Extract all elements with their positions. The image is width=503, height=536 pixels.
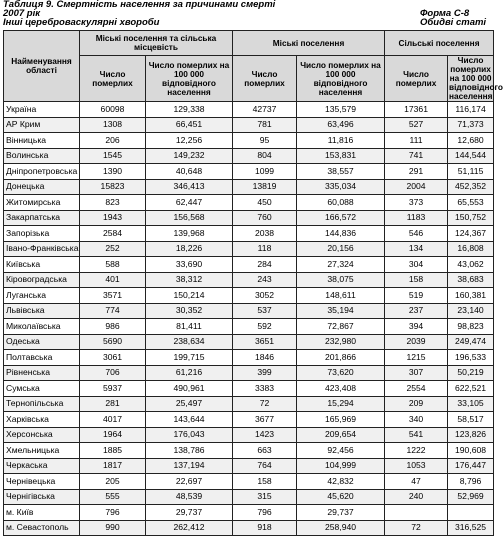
region-name-cell: Харківська [4, 412, 80, 428]
rural-rate-cell: 124,367 [448, 226, 494, 242]
rural-deaths-cell: 209 [385, 396, 448, 412]
table-row [4, 350, 494, 366]
total-rate-cell: 22,697 [146, 474, 233, 490]
rural-rate-cell: 8,796 [448, 474, 494, 490]
total-deaths-cell: 986 [80, 319, 146, 335]
urban-rate-cell: 29,737 [297, 505, 385, 521]
region-name-cell: АР Крим [4, 117, 80, 133]
total-deaths-cell: 401 [80, 272, 146, 288]
total-deaths-cell: 823 [80, 195, 146, 211]
urban-rate-cell: 42,832 [297, 474, 385, 490]
total-rate-cell: 62,447 [146, 195, 233, 211]
total-rate-cell: 176,043 [146, 427, 233, 443]
total-group-header: Міські поселення та сільська місцевість [80, 31, 233, 56]
total-rate-cell: 25,497 [146, 396, 233, 412]
mortality-table [3, 30, 503, 536]
urban-deaths-cell: 1099 [233, 164, 297, 180]
rural-deaths-cell: 240 [385, 489, 448, 505]
total-deaths-cell: 1390 [80, 164, 146, 180]
total-rate-cell: 12,256 [146, 133, 233, 149]
table-body [4, 102, 494, 536]
urban-deaths-cell: 3677 [233, 412, 297, 428]
total-rate-cell: 40,648 [146, 164, 233, 180]
table-row [4, 319, 494, 335]
rural-rate-cell: 116,174 [448, 102, 494, 118]
rural-rate-cell: 50,219 [448, 365, 494, 381]
region-name-cell: Тернопільська [4, 396, 80, 412]
table-row [4, 179, 494, 195]
urban-rate-cell: 60,088 [297, 195, 385, 211]
region-name-cell: Львівська [4, 303, 80, 319]
table-row [4, 117, 494, 133]
region-name-cell: Івано-Франківська [4, 241, 80, 257]
table-row [4, 520, 494, 536]
total-deaths-cell: 4017 [80, 412, 146, 428]
region-name-cell: Запорізька [4, 226, 80, 242]
rural-deaths-cell: 2039 [385, 334, 448, 350]
rural-rate-cell: 123,826 [448, 427, 494, 443]
rural-deaths-cell: 304 [385, 257, 448, 273]
rural-rate-cell: 12,680 [448, 133, 494, 149]
urban-deaths-cell: 3052 [233, 288, 297, 304]
rural-deaths-cell: 158 [385, 272, 448, 288]
rural-rate-cell: 452,352 [448, 179, 494, 195]
report-header [3, 0, 493, 29]
region-name-cell: Вінницька [4, 133, 80, 149]
rural-rate-cell: 190,608 [448, 443, 494, 459]
total-deaths-cell: 1308 [80, 117, 146, 133]
table-row [4, 195, 494, 211]
total-rate-cell: 30,352 [146, 303, 233, 319]
total-rate-cell: 38,312 [146, 272, 233, 288]
total-rate-cell: 81,411 [146, 319, 233, 335]
cause-of-death: Інші цереброваскулярні хвороби [3, 17, 160, 28]
urban-deaths-cell: 118 [233, 241, 297, 257]
rural-rate-cell: 98,823 [448, 319, 494, 335]
urban-rate-cell: 335,034 [297, 179, 385, 195]
urban-deaths-cell: 663 [233, 443, 297, 459]
urban-rate-cell: 232,980 [297, 334, 385, 350]
urban-deaths-cell: 537 [233, 303, 297, 319]
sex-label: Обидві статі [420, 17, 487, 28]
table-row [4, 288, 494, 304]
table-row [4, 443, 494, 459]
urban-deaths-cell: 918 [233, 520, 297, 536]
urban-deaths-header: Число померлих [233, 56, 297, 102]
rural-deaths-cell: 394 [385, 319, 448, 335]
rural-deaths-cell: 17361 [385, 102, 448, 118]
urban-deaths-cell: 760 [233, 210, 297, 226]
rural-rate-header: Число померлих на 100 000 відповідного населення [449, 55, 503, 101]
total-deaths-cell: 281 [80, 396, 146, 412]
region-name-cell: Закарпатська [4, 210, 80, 226]
urban-deaths-cell: 158 [233, 474, 297, 490]
urban-deaths-cell: 315 [233, 489, 297, 505]
rural-deaths-cell: 2004 [385, 179, 448, 195]
total-deaths-cell: 1943 [80, 210, 146, 226]
rural-rate-cell: 43,062 [448, 257, 494, 273]
rural-deaths-cell: 1222 [385, 443, 448, 459]
rural-deaths-cell: 134 [385, 241, 448, 257]
total-rate-cell: 238,634 [146, 334, 233, 350]
urban-rate-cell: 258,940 [297, 520, 385, 536]
rural-rate-cell: 33,105 [448, 396, 494, 412]
urban-rate-cell: 209,654 [297, 427, 385, 443]
urban-rate-cell: 144,836 [297, 226, 385, 242]
rural-rate-cell: 144,544 [448, 148, 494, 164]
total-deaths-cell: 206 [80, 133, 146, 149]
table-row [4, 396, 494, 412]
rural-deaths-cell: 291 [385, 164, 448, 180]
urban-rate-cell: 38,557 [297, 164, 385, 180]
total-rate-cell: 61,216 [146, 365, 233, 381]
rural-rate-cell: 196,533 [448, 350, 494, 366]
region-name-cell: Чернігівська [4, 489, 80, 505]
total-rate-cell: 66,451 [146, 117, 233, 133]
total-rate-cell: 490,961 [146, 381, 233, 397]
region-column-header: Найменування області [4, 31, 80, 102]
region-name-cell: Херсонська [4, 427, 80, 443]
table-row [4, 241, 494, 257]
table-row [4, 334, 494, 350]
region-name-cell: Дніпропетровська [4, 164, 80, 180]
urban-group-header: Міські поселення [233, 31, 385, 56]
rural-rate-cell: 16,808 [448, 241, 494, 257]
total-rate-cell: 346,413 [146, 179, 233, 195]
total-rate-cell: 129,338 [146, 102, 233, 118]
region-name-cell: Черкаська [4, 458, 80, 474]
total-rate-cell: 138,786 [146, 443, 233, 459]
table-row [4, 365, 494, 381]
total-deaths-cell: 3571 [80, 288, 146, 304]
table-row [4, 226, 494, 242]
table-row [4, 381, 494, 397]
table-row [4, 489, 494, 505]
urban-rate-cell: 45,620 [297, 489, 385, 505]
region-name-cell: Україна [4, 102, 80, 118]
urban-rate-cell: 201,866 [297, 350, 385, 366]
form-code: Форма С-8 [420, 8, 470, 19]
total-rate-cell: 18,226 [146, 241, 233, 257]
table-row [4, 272, 494, 288]
rural-deaths-cell: 237 [385, 303, 448, 319]
urban-rate-cell: 11,816 [297, 133, 385, 149]
rural-rate-cell: 249,474 [448, 334, 494, 350]
total-rate-cell: 137,194 [146, 458, 233, 474]
rural-rate-cell: 176,447 [448, 458, 494, 474]
table-row [4, 164, 494, 180]
urban-deaths-cell: 764 [233, 458, 297, 474]
total-rate-cell: 143,644 [146, 412, 233, 428]
table-row [4, 427, 494, 443]
table-row [4, 412, 494, 428]
urban-rate-cell: 92,456 [297, 443, 385, 459]
rural-deaths-cell: 307 [385, 365, 448, 381]
total-rate-cell: 199,715 [146, 350, 233, 366]
urban-rate-cell: 135,579 [297, 102, 385, 118]
rural-deaths-cell: 340 [385, 412, 448, 428]
region-name-cell: Кіровоградська [4, 272, 80, 288]
total-deaths-cell: 5690 [80, 334, 146, 350]
rural-rate-cell: 65,553 [448, 195, 494, 211]
urban-deaths-cell: 1423 [233, 427, 297, 443]
total-deaths-cell: 2584 [80, 226, 146, 242]
total-deaths-cell: 205 [80, 474, 146, 490]
urban-rate-cell: 73,620 [297, 365, 385, 381]
rural-deaths-cell: 2554 [385, 381, 448, 397]
total-rate-cell: 262,412 [146, 520, 233, 536]
total-rate-cell: 48,539 [146, 489, 233, 505]
region-name-cell: Донецька [4, 179, 80, 195]
rural-deaths-cell: 527 [385, 117, 448, 133]
total-deaths-cell: 60098 [80, 102, 146, 118]
table-row [4, 102, 494, 118]
urban-rate-cell: 165,969 [297, 412, 385, 428]
rural-rate-cell [448, 505, 494, 521]
urban-deaths-cell: 42737 [233, 102, 297, 118]
total-rate-cell: 149,232 [146, 148, 233, 164]
urban-rate-cell: 104,999 [297, 458, 385, 474]
table-row [4, 458, 494, 474]
rural-rate-cell: 52,969 [448, 489, 494, 505]
urban-deaths-cell: 450 [233, 195, 297, 211]
region-name-cell: Одеська [4, 334, 80, 350]
urban-rate-cell: 27,324 [297, 257, 385, 273]
urban-deaths-cell: 243 [233, 272, 297, 288]
urban-deaths-cell: 3651 [233, 334, 297, 350]
total-deaths-cell: 706 [80, 365, 146, 381]
region-name-cell: Сумська [4, 381, 80, 397]
total-deaths-cell: 3061 [80, 350, 146, 366]
urban-rate-cell: 148,611 [297, 288, 385, 304]
total-deaths-cell: 796 [80, 505, 146, 521]
total-deaths-cell: 1885 [80, 443, 146, 459]
urban-deaths-cell: 2038 [233, 226, 297, 242]
total-deaths-cell: 588 [80, 257, 146, 273]
rural-deaths-cell: 1053 [385, 458, 448, 474]
rural-rate-cell: 71,373 [448, 117, 494, 133]
rural-rate-cell: 150,752 [448, 210, 494, 226]
rural-deaths-cell: 47 [385, 474, 448, 490]
rural-rate-cell: 622,521 [448, 381, 494, 397]
rural-rate-cell: 51,115 [448, 164, 494, 180]
region-name-cell: Волинська [4, 148, 80, 164]
rural-deaths-cell: 1215 [385, 350, 448, 366]
urban-rate-header: Число померлих на 100 000 відповідного населення [297, 56, 385, 102]
rural-deaths-cell: 1183 [385, 210, 448, 226]
report-year: 2007 рік [3, 8, 41, 19]
urban-rate-cell: 35,194 [297, 303, 385, 319]
region-name-cell: м. Київ [4, 505, 80, 521]
total-deaths-cell: 555 [80, 489, 146, 505]
total-rate-cell: 150,214 [146, 288, 233, 304]
urban-deaths-cell: 284 [233, 257, 297, 273]
total-deaths-cell: 1964 [80, 427, 146, 443]
urban-rate-cell: 38,075 [297, 272, 385, 288]
rural-rate-cell: 38,683 [448, 272, 494, 288]
total-deaths-cell: 990 [80, 520, 146, 536]
rural-deaths-cell: 72 [385, 520, 448, 536]
rural-deaths-header: Число померлих [385, 56, 448, 102]
total-deaths-cell: 1545 [80, 148, 146, 164]
region-name-cell: Київська [4, 257, 80, 273]
urban-rate-cell: 423,408 [297, 381, 385, 397]
urban-rate-cell: 153,831 [297, 148, 385, 164]
urban-deaths-cell: 3383 [233, 381, 297, 397]
urban-rate-cell: 166,572 [297, 210, 385, 226]
table-row [4, 474, 494, 490]
rural-deaths-cell: 111 [385, 133, 448, 149]
urban-rate-cell: 20,156 [297, 241, 385, 257]
urban-deaths-cell: 1846 [233, 350, 297, 366]
urban-deaths-cell: 95 [233, 133, 297, 149]
total-deaths-cell: 252 [80, 241, 146, 257]
rural-rate-cell: 23,140 [448, 303, 494, 319]
total-deaths-cell: 774 [80, 303, 146, 319]
rural-rate-cell: 160,381 [448, 288, 494, 304]
urban-deaths-cell: 781 [233, 117, 297, 133]
table-title: Таблиця 9. Смертність населення за причинами смерті [3, 0, 276, 10]
urban-rate-cell: 72,867 [297, 319, 385, 335]
urban-deaths-cell: 13819 [233, 179, 297, 195]
rural-deaths-cell: 373 [385, 195, 448, 211]
total-rate-cell: 139,968 [146, 226, 233, 242]
region-name-cell: Рівненська [4, 365, 80, 381]
total-deaths-cell: 5937 [80, 381, 146, 397]
table-row [4, 303, 494, 319]
total-deaths-cell: 1817 [80, 458, 146, 474]
rural-rate-cell: 58,517 [448, 412, 494, 428]
urban-deaths-cell: 592 [233, 319, 297, 335]
total-deaths-cell: 15823 [80, 179, 146, 195]
region-name-cell: Полтавська [4, 350, 80, 366]
table-row [4, 257, 494, 273]
total-rate-cell: 156,568 [146, 210, 233, 226]
rural-deaths-cell: 541 [385, 427, 448, 443]
region-name-cell: Миколаївська [4, 319, 80, 335]
urban-deaths-cell: 796 [233, 505, 297, 521]
rural-deaths-cell: 519 [385, 288, 448, 304]
region-name-cell: Чернівецька [4, 474, 80, 490]
table-row [4, 505, 494, 521]
rural-deaths-cell: 546 [385, 226, 448, 242]
urban-rate-cell: 63,496 [297, 117, 385, 133]
urban-deaths-cell: 399 [233, 365, 297, 381]
rural-deaths-cell: 741 [385, 148, 448, 164]
total-rate-header: Число померлих на 100 000 відповідного населення [146, 56, 233, 102]
rural-deaths-cell [385, 505, 448, 521]
rural-group-header: Сільські поселення [385, 31, 494, 56]
total-rate-cell: 33,690 [146, 257, 233, 273]
urban-deaths-cell: 72 [233, 396, 297, 412]
rural-rate-cell: 316,525 [448, 520, 494, 536]
table-row [4, 133, 494, 149]
region-name-cell: м. Севастополь [4, 520, 80, 536]
region-name-cell: Хмельницька [4, 443, 80, 459]
region-name-cell: Житомирська [4, 195, 80, 211]
region-name-cell: Луганська [4, 288, 80, 304]
urban-rate-cell: 15,294 [297, 396, 385, 412]
total-deaths-header: Число померлих [80, 56, 146, 102]
table-row [4, 148, 494, 164]
total-rate-cell: 29,737 [146, 505, 233, 521]
table-row [4, 210, 494, 226]
urban-deaths-cell: 804 [233, 148, 297, 164]
